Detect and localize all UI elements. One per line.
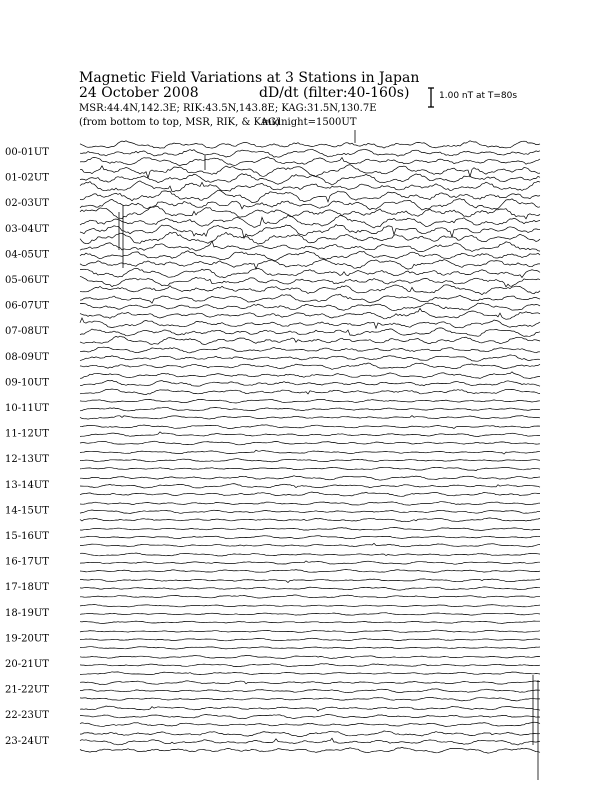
hour-row-label: 07-08UT [5, 326, 49, 338]
trace-00-01UT-MSR [80, 157, 540, 166]
trace-12-13UT-KAG [80, 450, 540, 454]
trace-07-08UT-KAG [80, 318, 540, 328]
hour-row-label: 10-11UT [5, 403, 49, 414]
hour-row-label: 14-15UT [5, 505, 49, 517]
scale-bar-label: 1.00 nT at T=80s [439, 91, 518, 101]
station-coordinates: MSR:44.4N,142.3E; RIK:43.5N,143.8E; KAG:31.5N,130.7E [79, 103, 377, 114]
trace-05-06UT-MSR [80, 285, 540, 295]
trace-22-23UT-MSR [80, 722, 540, 726]
trace-06-07UT-MSR [80, 308, 540, 319]
trace-19-20UT-RIK [80, 638, 540, 641]
trace-05-06UT-RIK [80, 276, 540, 286]
trace-12-13UT-RIK [80, 459, 540, 462]
trace-16-17UT-RIK [80, 561, 540, 564]
trace-18-19UT-RIK [80, 613, 540, 616]
midnight-note: midnight=1500UT [262, 117, 357, 128]
hour-row-label: 19-20UT [5, 633, 49, 645]
trace-09-10UT-MSR [80, 389, 540, 395]
trace-17-18UT-RIK [80, 587, 540, 590]
chart-title: Magnetic Field Variations at 3 Stations in Japan [79, 70, 420, 86]
trace-19-20UT-MSR [80, 647, 540, 649]
trace-03-04UT-KAG [80, 215, 540, 228]
hour-row-label: 05-06UT [5, 275, 49, 286]
hour-row-label: 21-22UT [5, 684, 49, 696]
trace-09-10UT-KAG [80, 372, 540, 379]
trace-07-08UT-MSR [80, 336, 540, 344]
hour-row-label: 16-17UT [5, 556, 49, 568]
hour-row-label: 12-13UT [5, 454, 49, 466]
trace-07-08UT-RIK [80, 328, 540, 337]
trace-08-09UT-MSR [80, 363, 540, 369]
hour-row-label: 20-21UT [5, 659, 49, 670]
trace-21-22UT-MSR [80, 697, 540, 701]
trace-14-15UT-KAG [80, 502, 540, 506]
trace-13-14UT-MSR [80, 492, 540, 496]
trace-23-24UT-KAG [80, 731, 540, 737]
hour-row-label: 15-16UT [5, 531, 49, 542]
hour-row-label: 08-09UT [5, 351, 49, 363]
trace-08-09UT-KAG [80, 347, 540, 353]
trace-04-05UT-RIK [80, 251, 540, 261]
chart-date: 24 October 2008 [79, 85, 199, 101]
trace-12-13UT-MSR [80, 467, 540, 470]
trace-18-19UT-MSR [80, 621, 540, 624]
hour-row-label: 11-12UT [5, 428, 49, 440]
trace-00-01UT-KAG [80, 141, 540, 148]
trace-03-04UT-RIK [80, 225, 540, 239]
chart-parameter: dD/dt (filter:40-160s) [259, 85, 410, 101]
trace-16-17UT-KAG [80, 553, 540, 556]
trace-09-10UT-RIK [80, 380, 540, 386]
trace-15-16UT-KAG [80, 527, 540, 530]
hour-row-label: 01-02UT [5, 172, 49, 184]
trace-03-04UT-MSR [80, 232, 540, 244]
trace-11-12UT-RIK [80, 432, 540, 437]
trace-15-16UT-MSR [80, 543, 540, 547]
trace-05-06UT-KAG [80, 268, 540, 277]
hour-row-label: 23-24UT [5, 735, 49, 747]
trace-13-14UT-KAG [80, 476, 540, 481]
trace-17-18UT-KAG [80, 579, 540, 583]
trace-21-22UT-KAG [80, 681, 540, 685]
trace-16-17UT-MSR [80, 569, 540, 572]
station-order-note: (from bottom to top, MSR, RIK, & KAG) [79, 117, 280, 128]
hour-row-label: 06-07UT [5, 300, 49, 312]
trace-10-11UT-RIK [80, 407, 540, 411]
hour-row-label: 03-04UT [5, 223, 49, 235]
trace-06-07UT-RIK [80, 303, 540, 311]
trace-15-16UT-RIK [80, 536, 540, 539]
trace-22-23UT-KAG [80, 706, 540, 711]
trace-20-21UT-MSR [80, 672, 540, 675]
hour-row-label: 02-03UT [5, 198, 49, 210]
trace-14-15UT-MSR [80, 518, 540, 522]
trace-01-02UT-KAG [80, 165, 540, 178]
hour-row-label: 04-05UT [5, 249, 49, 261]
hour-row-label: 00-01UT [5, 147, 49, 158]
trace-17-18UT-MSR [80, 595, 540, 598]
trace-13-14UT-RIK [80, 484, 540, 488]
trace-06-07UT-KAG [80, 294, 540, 303]
trace-00-01UT-RIK [80, 149, 540, 157]
trace-10-11UT-MSR [80, 416, 540, 420]
trace-02-03UT-KAG [80, 190, 540, 202]
hour-row-label: 13-14UT [5, 479, 49, 491]
hour-row-label: 17-18UT [5, 582, 49, 594]
trace-20-21UT-RIK [80, 664, 540, 667]
trace-01-02UT-MSR [80, 181, 540, 192]
trace-04-05UT-MSR [80, 259, 540, 269]
trace-22-23UT-RIK [80, 714, 540, 718]
hour-row-label: 22-23UT [5, 710, 49, 722]
hour-row-label: 09-10UT [5, 377, 49, 389]
trace-11-12UT-KAG [80, 425, 540, 429]
trace-11-12UT-MSR [80, 441, 540, 445]
scale-bar [428, 88, 434, 107]
trace-10-11UT-KAG [80, 399, 540, 403]
trace-21-22UT-RIK [80, 689, 540, 693]
trace-18-19UT-KAG [80, 604, 540, 607]
trace-23-24UT-RIK [80, 738, 540, 745]
trace-23-24UT-MSR [80, 747, 540, 753]
trace-19-20UT-KAG [80, 630, 540, 633]
trace-08-09UT-RIK [80, 355, 540, 361]
hour-row-label: 18-19UT [5, 607, 49, 619]
trace-14-15UT-RIK [80, 510, 540, 514]
trace-20-21UT-KAG [80, 655, 540, 658]
